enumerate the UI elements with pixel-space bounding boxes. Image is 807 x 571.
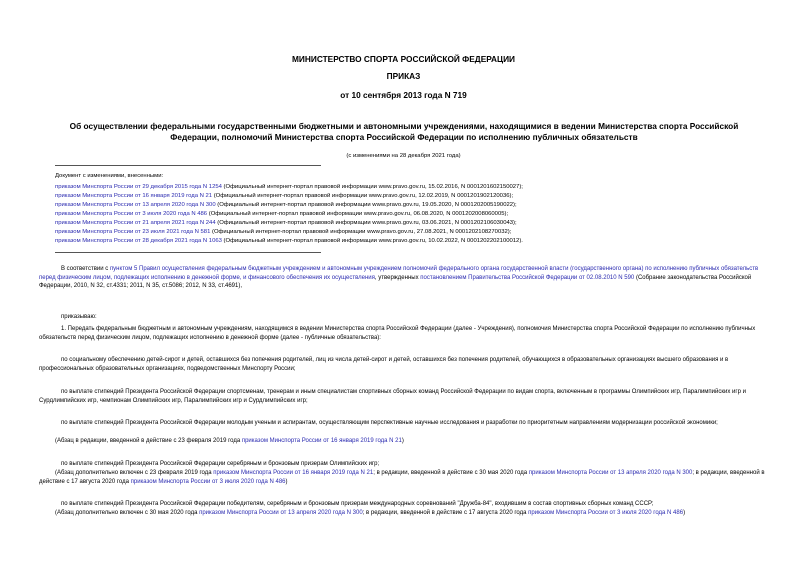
date-number-heading: от 10 сентября 2013 года N 719 — [340, 90, 467, 100]
paragraph-6 — [39, 500, 770, 509]
resolution-link[interactable]: постановлением Правительства Российской Федерации от 02.08.2010 N 590 — [420, 274, 635, 281]
list-item — [55, 219, 523, 228]
amendment-link[interactable]: приказом Минспорта России от 16 января 2019 года N 21 — [213, 470, 374, 476]
title-line-1: Об осуществлении федеральными государственными бюджетными и автономными учреждениями, находящимися в ведении Министерства спорта Российской — [69, 121, 739, 131]
paragraph-5 — [39, 460, 770, 469]
divider-bottom — [55, 252, 321, 253]
order-word-text: приказываю: — [61, 314, 97, 320]
paragraph-5-note — [39, 469, 770, 486]
note-text: ; в редакции, введенной в действие с 17 августа 2020 года — [39, 470, 765, 485]
changes-heading: Документ с изменениями, внесенными: — [55, 173, 164, 179]
note-text: ) — [401, 438, 404, 444]
amendment-source: (Официальный интернет-портал правовой информации www.pravo.gov.ru, 19.05.2020, N 0001202005190022); — [215, 202, 517, 208]
note-text: (Абзац в редакции, введенной в действие с 23 февраля 2019 года — [55, 438, 242, 444]
paragraph-text: по выплате стипендий Президента Российской Федерации победителям, серебряным и бронзовым призерам международных соревнований "Дружба-84", входившим в состав спортивных сборных команд СССР; — [61, 501, 654, 507]
amendment-link[interactable]: приказом Минспорта России от 3 июля 2020 года N 486 — [528, 510, 684, 516]
changes-date-note: (с изменениями на 28 декабря 2021 года) — [346, 153, 461, 159]
note-text: ) — [285, 478, 288, 485]
doc-type-heading: ПРИКАЗ — [386, 71, 421, 81]
amendment-source: (Официальный интернет-портал правовой информации www.pravo.gov.ru, 06.08.2020, N 0001202008060005); — [207, 211, 509, 217]
amendment-link[interactable]: приказом Минспорта России от 16 января 2019 года N 21 — [241, 438, 402, 444]
paragraph-1 — [39, 325, 770, 342]
paragraph-2 — [39, 356, 770, 373]
paragraph-4 — [39, 419, 770, 428]
amendment-link[interactable]: приказом Минспорта России от 13 апреля 2020 года N 300 — [528, 470, 693, 476]
note-text: (Абзац дополнительно включен с 30 мая 2020 года — [55, 510, 200, 516]
list-item — [55, 183, 523, 192]
paragraph-text: по выплате стипендий Президента Российской Федерации спортсменам, тренерам и иным специалистам спортивных сборных команд Российской Федерации по видам спорта, включенным в программы Олимпийских игр, Паралимпийских игр и Сурдлимпийских игр, чемпионам Олимпийских игр, Паралимпийских игр и Сурдлимпийских игр; — [39, 389, 746, 404]
changes-list — [55, 183, 523, 246]
amendment-source: (Официальный интернет-портал правовой информации www.pravo.gov.ru, 10.02.2022, N 0001202202100012). — [221, 238, 523, 244]
ministry-heading: МИНИСТЕРСТВО СПОРТА РОССИЙСКОЙ ФЕДЕРАЦИИ — [291, 54, 516, 64]
amendment-link[interactable]: приказом Минспорта России от 28 декабря 2021 года N 1063 — [55, 238, 222, 244]
amendment-source: (Официальный интернет-портал правовой информации www.pravo.gov.ru, 03.06.2021, N 0001202106030043); — [215, 220, 517, 226]
title-line-2: Федерации, полномочий Министерства спорта Российской Федерации по исполнению публичных обязательств — [170, 132, 638, 142]
amendment-source: (Официальный интернет-портал правовой информации www.pravo.gov.ru, 15.02.2016, N 0001201602150027); — [221, 184, 523, 190]
preamble-paragraph — [39, 265, 770, 291]
paragraph-text: 1. Передать федеральным бюджетным и автономным учреждениям, находящимся в ведении Министерства спорта Российской Федерации (далее - Учреждения), полномочия Министерства спорта Российской Федерации по исполнению публичных обязательств перед физическим лицом, подлежащих исполнению в денежной форме (далее - публичные обязательства): — [39, 326, 756, 341]
note-text: ) — [683, 510, 686, 516]
list-item — [55, 192, 523, 201]
amendment-link[interactable]: приказом Минспорта России от 23 июля 2021 года N 581 — [55, 229, 211, 235]
order-word — [39, 313, 770, 322]
paragraph-4-note — [39, 437, 770, 446]
paragraph-6-note — [39, 509, 770, 518]
amendment-link[interactable]: приказом Минспорта России от 3 июля 2020 года N 486 — [55, 211, 208, 217]
paragraph-text: по выплате стипендий Президента Российской Федерации молодым ученым и аспирантам, осуществляющим перспективные научные исследования и разработки по приоритетным направлениям модернизации российской экономики; — [61, 420, 718, 426]
rules-link[interactable]: пунктом 5 Правил осуществления федеральным бюджетным учреждением и автономным учреждением полномочий федерального органа государственной власти (государственного органа) по исполнению публичных обязательств перед физическим лицом, подлежащих исполнению в денежной форме, и финансового обеспечения их осуществления — [39, 266, 759, 281]
preamble-text: , утвержденных — [374, 274, 421, 281]
list-item — [55, 228, 523, 237]
list-item — [55, 237, 523, 246]
amendment-link[interactable]: приказом Минспорта России от 13 апреля 2020 года N 300 — [55, 202, 216, 208]
note-text: (Абзац дополнительно включен с 23 февраля 2019 года — [55, 470, 214, 476]
amendment-source: (Официальный интернет-портал правовой информации www.pravo.gov.ru, 12.02.2019, N 0001201902120036); — [212, 193, 514, 199]
amendment-link[interactable]: приказом Минспорта России от 29 декабря 2015 года N 1254 — [55, 184, 222, 190]
list-item — [55, 210, 523, 219]
amendment-link[interactable]: приказом Минспорта России от 3 июля 2020 года N 486 — [130, 478, 286, 485]
amendment-link[interactable]: приказом Минспорта России от 21 апреля 2021 года N 244 — [55, 220, 216, 226]
amendment-link[interactable]: приказом Минспорта России от 13 апреля 2020 года N 300 — [199, 510, 363, 516]
divider-top — [55, 165, 321, 166]
preamble-text: (Собрание законодательства Российской Федерации, 2010, N 32, ст.4331; 2011, N 35, ст.5086; 2012, N 33, ст.4691), — [39, 274, 752, 290]
paragraph-3 — [39, 388, 770, 405]
document-title — [38, 121, 770, 143]
note-text: ; в редакции, введенной в действие с 17 августа 2020 года — [362, 510, 529, 516]
paragraph-text: по социальному обеспечению детей-сирот и детей, оставшихся без попечения родителей, лиц из числа детей-сирот и детей, оставшихся без попечения родителей, обучающихся в образовательных организациях высшего образования и в профессиональных образовательных организациях, подведомственных Минспорту России; — [39, 357, 729, 372]
paragraph-text: по выплате стипендий Президента Российской Федерации серебряным и бронзовым призерам Олимпийских игр; — [61, 461, 380, 467]
amendment-link[interactable]: приказом Минспорта России от 16 января 2019 года N 21 — [55, 193, 213, 199]
preamble-text: В соответствии с — [61, 266, 110, 272]
list-item — [55, 201, 523, 210]
amendment-source: (Официальный интернет-портал правовой информации www.pravo.gov.ru, 27.08.2021, N 0001202108270032); — [210, 229, 512, 235]
note-text: ; в редакции, введенной в действие с 30 мая 2020 года — [373, 470, 529, 476]
